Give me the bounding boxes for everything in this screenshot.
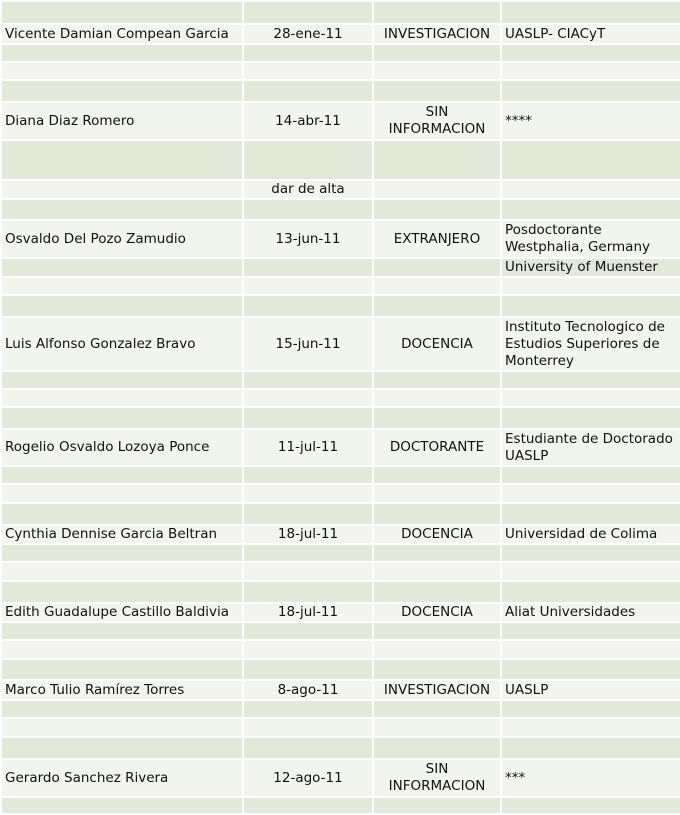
table-row — [1, 797, 680, 814]
table-row — [1, 737, 680, 759]
date-cell — [243, 199, 373, 220]
date-cell — [243, 622, 373, 640]
institution-cell — [501, 371, 680, 389]
category-cell: DOCENCIA — [373, 317, 501, 371]
date-cell: 15-jun-11 — [243, 317, 373, 371]
table-row — [1, 199, 680, 220]
table-row — [1, 44, 680, 62]
category-cell — [373, 1, 501, 24]
category-cell: DOCENCIA — [373, 525, 501, 544]
table-row — [1, 407, 680, 429]
name-cell — [1, 295, 243, 317]
table-row — [1, 759, 680, 797]
name-cell — [1, 640, 243, 659]
category-cell: INVESTIGACION — [373, 680, 501, 700]
date-cell — [243, 640, 373, 659]
institution-cell — [501, 737, 680, 759]
name-cell — [1, 581, 243, 603]
table-row — [1, 680, 680, 700]
institution-cell: *** — [501, 759, 680, 797]
institution-cell — [501, 659, 680, 680]
institution-cell — [501, 407, 680, 429]
name-cell — [1, 503, 243, 525]
category-cell — [373, 659, 501, 680]
date-cell: 13-jun-11 — [243, 220, 373, 258]
date-cell — [243, 1, 373, 24]
name-cell — [1, 700, 243, 718]
name-cell — [1, 797, 243, 814]
date-cell — [243, 80, 373, 102]
institution-cell — [501, 277, 680, 295]
category-cell: SIN INFORMACION — [373, 759, 501, 797]
name-cell — [1, 180, 243, 199]
institution-cell — [501, 140, 680, 180]
name-cell — [1, 622, 243, 640]
category-cell — [373, 277, 501, 295]
category-cell — [373, 544, 501, 562]
table-row — [1, 102, 680, 140]
category-cell — [373, 258, 501, 277]
name-cell: Gerardo Sanchez Rivera — [1, 759, 243, 797]
name-cell: Osvaldo Del Pozo Zamudio — [1, 220, 243, 258]
date-cell: dar de alta — [243, 180, 373, 199]
category-cell — [373, 295, 501, 317]
institution-cell: Estudiante de Doctorado UASLP — [501, 429, 680, 466]
date-cell — [243, 737, 373, 759]
institution-cell — [501, 199, 680, 220]
category-cell — [373, 80, 501, 102]
category-cell — [373, 466, 501, 484]
date-cell — [243, 389, 373, 407]
date-cell — [243, 466, 373, 484]
table-row — [1, 295, 680, 317]
institution-cell: Instituto Tecnologico de Estudios Superiores de Monterrey — [501, 317, 680, 371]
institution-cell — [501, 295, 680, 317]
category-cell — [373, 797, 501, 814]
table-row — [1, 317, 680, 371]
date-cell: 18-jul-11 — [243, 525, 373, 544]
date-cell: 8-ago-11 — [243, 680, 373, 700]
institution-cell: UASLP- CIACyT — [501, 24, 680, 44]
table-row — [1, 484, 680, 503]
date-cell — [243, 277, 373, 295]
institution-cell — [501, 503, 680, 525]
institution-cell: **** — [501, 102, 680, 140]
category-cell — [373, 700, 501, 718]
institution-cell — [501, 581, 680, 603]
name-cell — [1, 544, 243, 562]
table-row — [1, 220, 680, 258]
category-cell — [373, 371, 501, 389]
date-cell: 18-jul-11 — [243, 603, 373, 622]
institution-cell — [501, 180, 680, 199]
category-cell — [373, 44, 501, 62]
date-cell — [243, 700, 373, 718]
institution-cell: Posdoctorante Westphalia, Germany — [501, 220, 680, 258]
date-cell — [243, 62, 373, 80]
category-cell — [373, 581, 501, 603]
table-row — [1, 640, 680, 659]
table-row — [1, 622, 680, 640]
table-row — [1, 718, 680, 737]
table-row — [1, 503, 680, 525]
institution-cell — [501, 484, 680, 503]
category-cell: INVESTIGACION — [373, 24, 501, 44]
name-cell — [1, 44, 243, 62]
name-cell: Diana Diaz Romero — [1, 102, 243, 140]
date-cell: 14-abr-11 — [243, 102, 373, 140]
institution-cell: Universidad de Colima — [501, 525, 680, 544]
category-cell — [373, 389, 501, 407]
table-row — [1, 389, 680, 407]
category-cell — [373, 737, 501, 759]
category-cell — [373, 180, 501, 199]
table-row — [1, 562, 680, 581]
name-cell — [1, 484, 243, 503]
table-row — [1, 525, 680, 544]
category-cell — [373, 484, 501, 503]
table-row — [1, 1, 680, 24]
institution-cell: UASLP — [501, 680, 680, 700]
institution-cell — [501, 1, 680, 24]
name-cell: Edith Guadalupe Castillo Baldivia — [1, 603, 243, 622]
institution-cell — [501, 544, 680, 562]
category-cell: DOCTORANTE — [373, 429, 501, 466]
table-row — [1, 700, 680, 718]
table-row — [1, 62, 680, 80]
date-cell — [243, 544, 373, 562]
date-cell: 11-jul-11 — [243, 429, 373, 466]
institution-cell — [501, 44, 680, 62]
name-cell — [1, 389, 243, 407]
institution-cell — [501, 389, 680, 407]
institution-cell — [501, 562, 680, 581]
name-cell — [1, 407, 243, 429]
category-cell — [373, 62, 501, 80]
date-cell: 12-ago-11 — [243, 759, 373, 797]
category-cell: SIN INFORMACION — [373, 102, 501, 140]
institution-cell — [501, 622, 680, 640]
category-cell — [373, 640, 501, 659]
date-cell — [243, 581, 373, 603]
name-cell — [1, 80, 243, 102]
date-cell — [243, 718, 373, 737]
category-cell — [373, 140, 501, 180]
table-row — [1, 24, 680, 44]
name-cell — [1, 1, 243, 24]
name-cell — [1, 562, 243, 581]
date-cell — [243, 797, 373, 814]
name-cell — [1, 277, 243, 295]
institution-cell: Aliat Universidades — [501, 603, 680, 622]
name-cell: Vicente Damian Compean Garcia — [1, 24, 243, 44]
category-cell — [373, 503, 501, 525]
category-cell — [373, 562, 501, 581]
date-cell — [243, 407, 373, 429]
name-cell: Luis Alfonso Gonzalez Bravo — [1, 317, 243, 371]
table-row — [1, 140, 680, 180]
institution-cell — [501, 80, 680, 102]
name-cell: Marco Tulio Ramírez Torres — [1, 680, 243, 700]
date-cell — [243, 140, 373, 180]
date-cell — [243, 44, 373, 62]
category-cell — [373, 622, 501, 640]
date-cell — [243, 562, 373, 581]
name-cell — [1, 140, 243, 180]
table-row — [1, 581, 680, 603]
institution-cell — [501, 718, 680, 737]
table-row — [1, 466, 680, 484]
table-row — [1, 544, 680, 562]
date-cell — [243, 371, 373, 389]
name-cell: Rogelio Osvaldo Lozoya Ponce — [1, 429, 243, 466]
institution-cell — [501, 62, 680, 80]
institution-cell — [501, 466, 680, 484]
institution-cell — [501, 700, 680, 718]
category-cell — [373, 407, 501, 429]
name-cell — [1, 659, 243, 680]
table-row — [1, 180, 680, 199]
name-cell: Cynthia Dennise Garcia Beltran — [1, 525, 243, 544]
institution-cell: University of Muenster — [501, 258, 680, 277]
date-cell: 28-ene-11 — [243, 24, 373, 44]
date-cell — [243, 503, 373, 525]
institution-cell — [501, 797, 680, 814]
name-cell — [1, 737, 243, 759]
name-cell — [1, 199, 243, 220]
date-cell — [243, 484, 373, 503]
name-cell — [1, 466, 243, 484]
date-cell — [243, 659, 373, 680]
table-row — [1, 659, 680, 680]
table-row — [1, 277, 680, 295]
table-row — [1, 80, 680, 102]
category-cell — [373, 199, 501, 220]
date-cell — [243, 258, 373, 277]
name-cell — [1, 62, 243, 80]
table-row — [1, 371, 680, 389]
name-cell — [1, 718, 243, 737]
name-cell — [1, 258, 243, 277]
institution-cell — [501, 640, 680, 659]
table-row — [1, 603, 680, 622]
date-cell — [243, 295, 373, 317]
category-cell: DOCENCIA — [373, 603, 501, 622]
table-row — [1, 429, 680, 466]
category-cell — [373, 718, 501, 737]
category-cell: EXTRANJERO — [373, 220, 501, 258]
table-row — [1, 258, 680, 277]
records-table-body — [1, 1, 680, 814]
name-cell — [1, 371, 243, 389]
